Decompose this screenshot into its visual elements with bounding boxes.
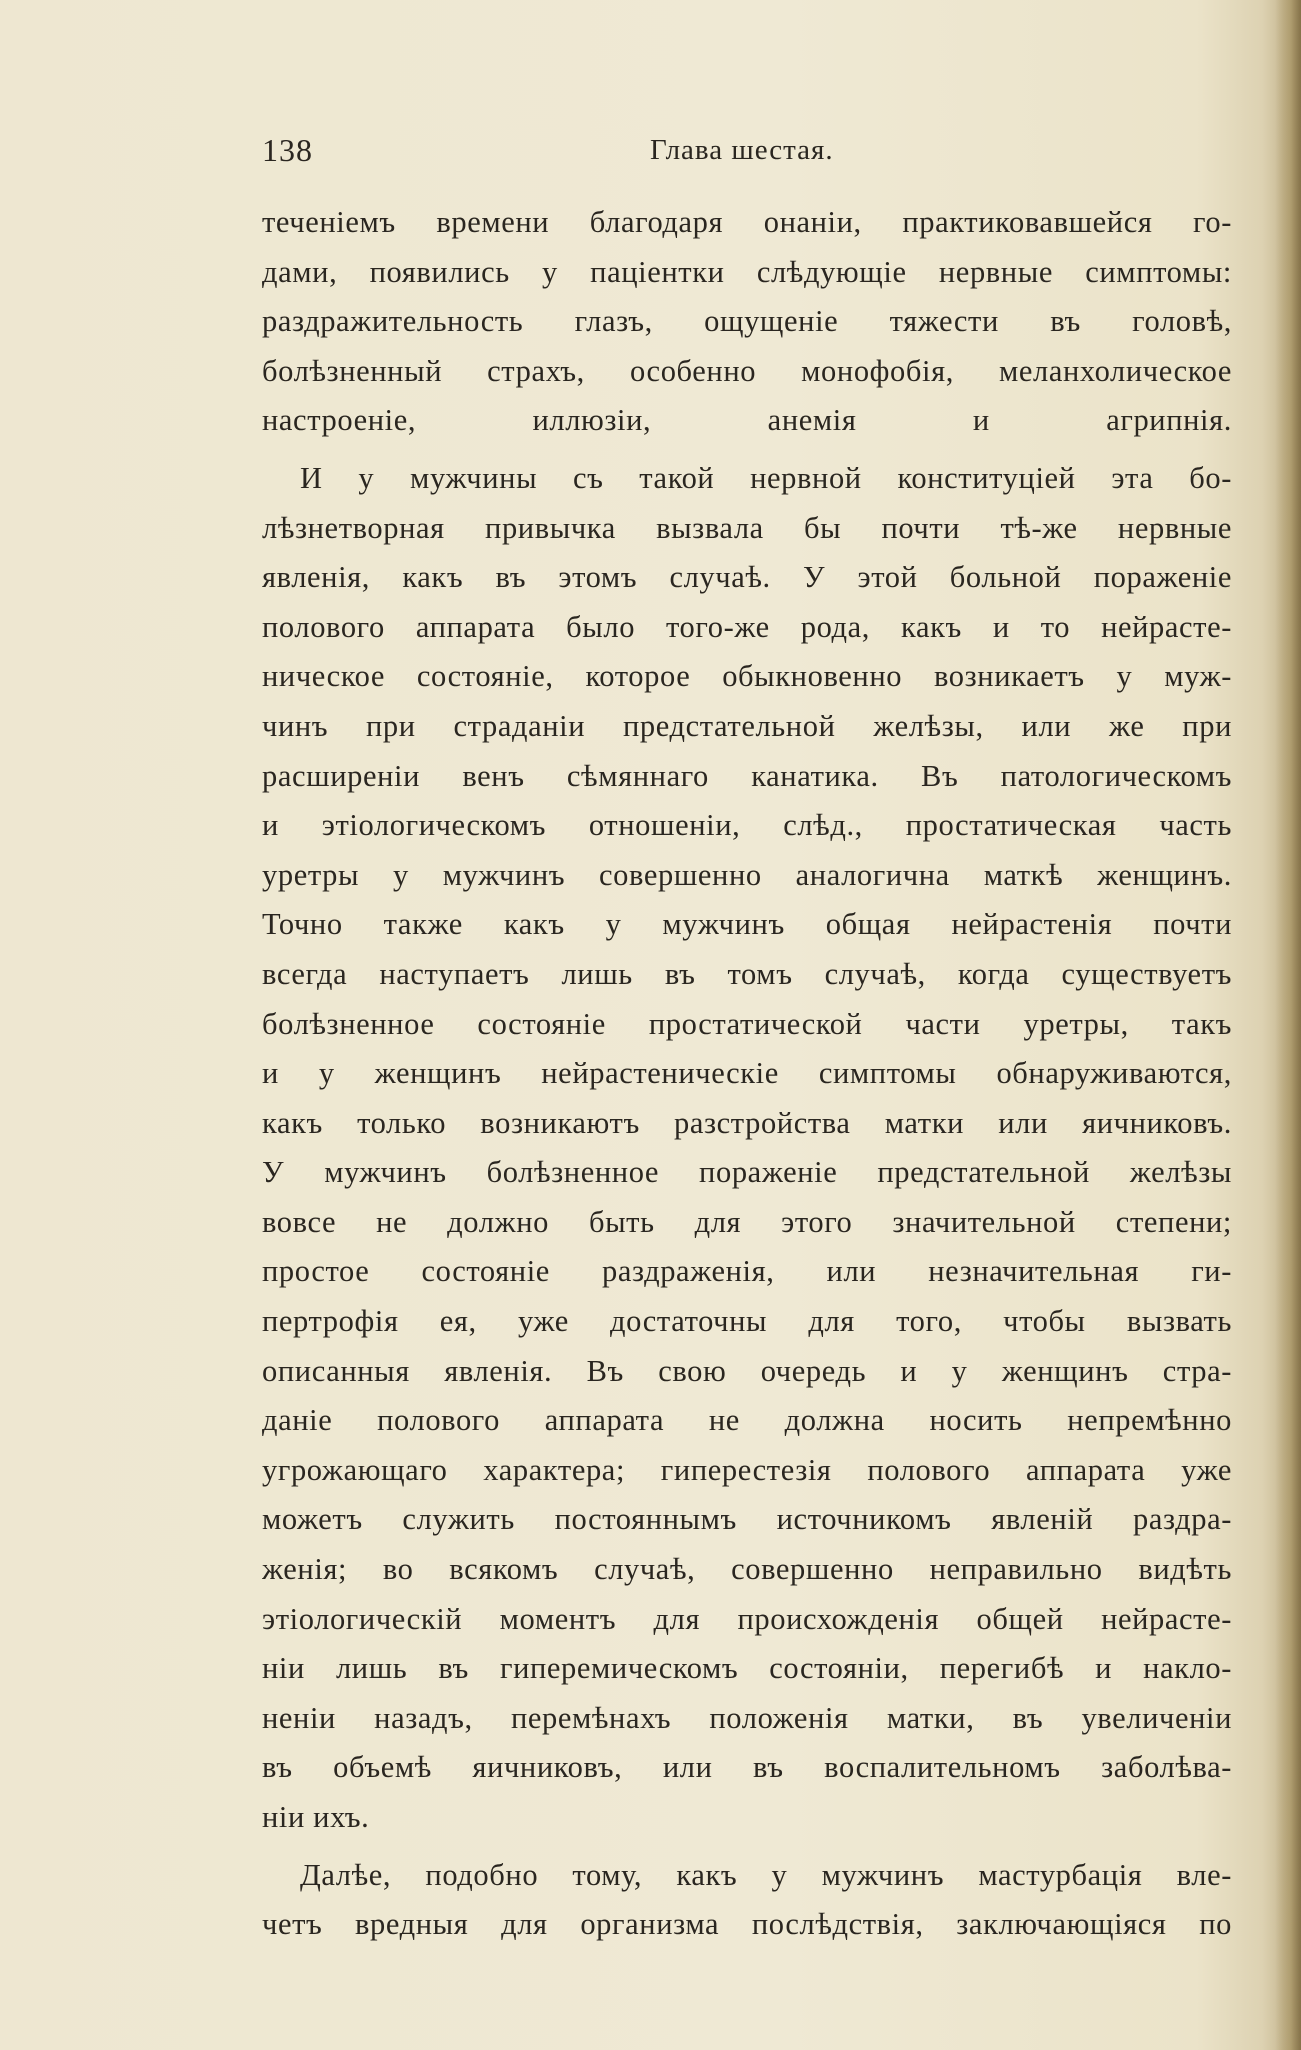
text-line: женія; во всякомъ случаѣ, совершенно неправильно видѣть — [262, 1552, 1232, 1587]
text-line: расширеніи венъ сѣмяннаго канатика. Въ патологическомъ — [262, 758, 1232, 793]
text-line: болѣзненное состояніе простатической части уретры, такъ — [262, 1006, 1232, 1041]
text-line: всегда наступаетъ лишь въ томъ случаѣ, когда существуетъ — [262, 956, 1232, 991]
text-line: и у женщинъ нейрастеническіе симптомы обнаруживаются, — [262, 1056, 1232, 1091]
chapter-title: Глава шестая. — [650, 134, 834, 166]
text-line: и этіологическомъ отношеніи, слѣд., простатическая часть — [262, 808, 1232, 843]
text-line: простое состояніе раздраженія, или незначительная ги- — [262, 1254, 1232, 1289]
text-line: угрожающаго характера; гиперестезія полового аппарата уже — [262, 1452, 1232, 1487]
text-line: ніи лишь въ гиперемическомъ состояніи, перегибѣ и накло- — [262, 1651, 1232, 1686]
text-line: вовсе не должно быть для этого значительной степени; — [262, 1204, 1232, 1239]
text-line: описанныя явленія. Въ свою очередь и у женщинъ стра- — [262, 1353, 1232, 1388]
text-line: У мужчинъ болѣзненное пораженіе предстательной желѣзы — [262, 1155, 1232, 1190]
text-line: уретры у мужчинъ совершенно аналогична маткѣ женщинъ. — [262, 857, 1232, 892]
text-line: болѣзненный страхъ, особенно монофобія, меланхолическое — [262, 353, 1232, 388]
text-line: настроеніе, иллюзіи, анемія и агрипнія. — [262, 403, 1232, 438]
body-text — [262, 198, 1232, 1950]
paragraph-gap — [262, 446, 1232, 454]
text-line: въ объемѣ яичниковъ, или въ воспалительномъ заболѣва- — [262, 1750, 1232, 1785]
text-line: какъ только возникаютъ разстройства матки или яичниковъ. — [262, 1105, 1232, 1140]
text-line: И у мужчины съ такой нервной конституціей эта бо- — [300, 460, 1232, 495]
page-number: 138 — [262, 132, 313, 168]
paragraph — [262, 198, 1232, 446]
text-line: дами, появились у паціентки слѣдующіе нервные симптомы: — [262, 254, 1232, 289]
running-head — [262, 132, 1062, 176]
paragraph-gap — [262, 1843, 1232, 1851]
paragraph — [262, 454, 1232, 1843]
text-line: лѣзнетворная привычка вызвала бы почти тѣ-же нервные — [262, 510, 1232, 545]
paragraph — [262, 1851, 1232, 1950]
text-line: полового аппарата было того-же рода, какъ и то нейрасте- — [262, 609, 1232, 644]
page-edge-shadow — [1275, 0, 1301, 2050]
text-line: раздражительность глазъ, ощущеніе тяжести въ головѣ, — [262, 304, 1232, 339]
text-line: ніи ихъ. — [262, 1800, 370, 1834]
text-line: чинъ при страданіи предстательной желѣзы, или же при — [262, 708, 1232, 743]
text-line: неніи назадъ, перемѣнахъ положенія матки, въ увеличеніи — [262, 1700, 1232, 1735]
text-line: даніе полового аппарата не должна носить непремѣнно — [262, 1403, 1232, 1438]
text-line: Точно также какъ у мужчинъ общая нейрастенія почти — [262, 907, 1232, 942]
text-line: можетъ служить постояннымъ источникомъ явленій раздра- — [262, 1502, 1232, 1537]
text-line: Далѣе, подобно тому, какъ у мужчинъ мастурбація вле- — [300, 1857, 1232, 1892]
text-line: теченіемъ времени благодаря онаніи, практиковавшейся го- — [262, 205, 1232, 239]
text-line: пертрофія ея, уже достаточны для того, чтобы вызвать — [262, 1304, 1232, 1339]
text-line: явленія, какъ въ этомъ случаѣ. У этой больной пораженіе — [262, 560, 1232, 595]
text-line: ническое состояніе, которое обыкновенно возникаетъ у муж- — [262, 659, 1232, 694]
text-line: этіологическій моментъ для происхожденія общей нейрасте- — [262, 1601, 1232, 1636]
text-line: четъ вредныя для организма послѣдствія, заключающіяся по — [262, 1907, 1232, 1942]
